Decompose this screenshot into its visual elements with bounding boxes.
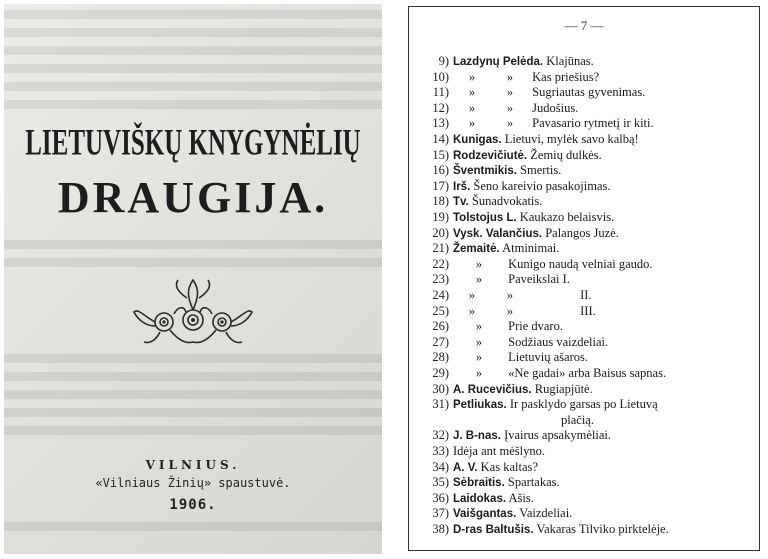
- ditto-mark: »: [475, 350, 483, 365]
- entry-text: [453, 54, 594, 70]
- entry-number: 11): [432, 85, 449, 100]
- entry-number: 33): [432, 444, 449, 458]
- entry-number: 22): [432, 256, 449, 271]
- list-entry: [409, 272, 759, 287]
- list-page: [408, 6, 760, 551]
- entry-text: [453, 288, 592, 303]
- floral-ornament-icon: [130, 276, 256, 348]
- bleed-through-line: [4, 408, 382, 417]
- entry-text: [453, 272, 570, 287]
- entry-number: 38): [432, 522, 449, 536]
- entry-number: 18): [432, 194, 449, 209]
- list-entry: [409, 366, 759, 381]
- bleed-through-line: [4, 82, 382, 91]
- entry-text: [561, 413, 594, 428]
- entry-number: 16): [432, 163, 449, 178]
- bleed-through-line: [4, 372, 382, 381]
- list-entry: [409, 54, 759, 69]
- entry-title: Vakaras Tilviko pirktelėje.: [536, 522, 669, 536]
- entry-text: [453, 350, 588, 365]
- entry-number: 17): [432, 178, 449, 193]
- entry-title: Klajūnas.: [546, 54, 594, 68]
- list-entry: [409, 163, 759, 178]
- ditto-mark: »: [468, 303, 476, 318]
- entry-text: [453, 85, 645, 100]
- list-entry: [409, 475, 759, 490]
- ditto-mark: »: [506, 100, 514, 115]
- entry-number: 10): [432, 69, 449, 84]
- entry-number: 36): [432, 490, 449, 505]
- entry-title: Ir pasklydo garsas po Lietuvą: [509, 397, 658, 412]
- entry-title: Smertis.: [520, 163, 562, 178]
- entry-author: Laidokas.: [453, 492, 507, 505]
- entry-title: Įvairus apsakymėliai.: [504, 428, 611, 443]
- list-entry: [409, 522, 759, 537]
- entry-number: 12): [432, 100, 449, 115]
- entry-text: [453, 210, 614, 226]
- entry-number: 28): [432, 350, 449, 365]
- entry-title: Sugriautas gyvenimas.: [532, 85, 646, 100]
- entry-title: Paveikslai I.: [508, 272, 570, 287]
- entry-number: 23): [432, 272, 449, 287]
- entry-number: 25): [432, 303, 449, 318]
- entry-author: Vaišgantas.: [453, 508, 517, 521]
- entry-number: 30): [432, 381, 449, 396]
- cover-title-line1: LIETUVIŠKŲ KNYGYNĖLIŲ: [25, 123, 361, 164]
- entry-author: Irš.: [453, 180, 471, 193]
- entry-title: «Ne gadai» arba Baisus sapnas.: [508, 366, 667, 380]
- cover-city: VILNIUS.: [145, 458, 241, 472]
- list-entry: [409, 460, 759, 475]
- entry-number: 32): [432, 428, 449, 443]
- ditto-mark: »: [468, 69, 476, 84]
- entry-author: Kunigas.: [453, 134, 502, 146]
- entry-text: [453, 460, 538, 476]
- ditto-mark: »: [506, 69, 514, 84]
- bleed-through-line: [4, 64, 382, 73]
- entry-number: 31): [432, 397, 449, 412]
- entry-text: [453, 179, 611, 195]
- entry-author: D-ras Baltušis.: [453, 524, 534, 536]
- entry-title: Kas kaltas?: [480, 459, 538, 474]
- entry-text: [453, 335, 608, 350]
- entry-text: [453, 132, 639, 148]
- list-entry: [409, 350, 759, 365]
- list-entry: [409, 319, 759, 334]
- page-number: — 7 —: [564, 18, 604, 33]
- ditto-mark: »: [468, 100, 476, 115]
- list-entry: [409, 304, 759, 319]
- entry-author: Šventmikis.: [453, 165, 517, 178]
- entry-title: Lietuvių ašaros.: [508, 350, 588, 365]
- ditto-mark: »: [506, 116, 514, 131]
- entry-title: Rugiapjūtė.: [534, 381, 593, 396]
- list-entry: [409, 382, 759, 397]
- entry-title: Žemių dulkės.: [530, 147, 602, 162]
- entry-title: Šunadvokatis.: [471, 194, 543, 209]
- list-entry: [409, 70, 759, 85]
- list-entry: [409, 132, 759, 147]
- list-entry: [409, 226, 759, 241]
- entry-author: Vysk. Valančius.: [453, 227, 543, 240]
- entry-title: Lietuvi, mylėk savo kalbą!: [504, 132, 639, 146]
- list-entry: [409, 288, 759, 303]
- bleed-through-line: [4, 240, 382, 249]
- entry-number: 29): [432, 366, 449, 380]
- list-entry: [409, 148, 759, 163]
- ditto-mark: »: [468, 85, 476, 100]
- bleed-through-line: [4, 28, 382, 37]
- bleed-through-line: [4, 46, 382, 55]
- ditto-mark: »: [475, 256, 483, 271]
- entry-author: Rodzevičiutė.: [453, 149, 528, 162]
- entry-text: [453, 194, 542, 210]
- list-entry: [409, 257, 759, 272]
- entry-number: 15): [432, 147, 449, 162]
- entry-author: Sėbraitis.: [453, 477, 505, 490]
- bleed-through-line: [4, 426, 382, 435]
- entry-author: A. Rucevičius.: [453, 383, 532, 396]
- entry-text: [453, 522, 669, 538]
- cover-title-line2: DRAUGIJA.: [57, 173, 329, 222]
- entry-title: Atminimai.: [502, 241, 560, 256]
- entry-title: Ašis.: [508, 490, 534, 505]
- entry-author: Lazdynų Pelėda.: [453, 56, 544, 68]
- entry-number: 21): [432, 241, 449, 256]
- entry-title: Idėja ant mėšlyno.: [453, 444, 545, 458]
- bleed-through-line: [4, 258, 382, 267]
- entry-title: Palangos Juzė.: [545, 225, 619, 240]
- entry-title: Kaukazo belaisvis.: [519, 210, 615, 224]
- entry-title: Vaizdeliai.: [519, 506, 573, 521]
- entry-number: 26): [432, 319, 449, 334]
- bleed-through-line: [4, 100, 382, 109]
- ditto-mark: »: [475, 272, 483, 287]
- entry-title: II.: [580, 288, 592, 302]
- entry-author: A. V.: [453, 461, 478, 474]
- entry-text: [453, 428, 611, 444]
- list-entry: [409, 413, 759, 428]
- list-entry: [409, 210, 759, 225]
- cover-year: 1906.: [169, 497, 217, 513]
- entry-text: [453, 366, 666, 381]
- bleed-through-line: [4, 10, 382, 19]
- ditto-mark: »: [468, 116, 476, 131]
- ditto-mark: »: [506, 288, 514, 302]
- entry-text: [453, 444, 545, 459]
- list-entry: [409, 506, 759, 521]
- entry-text: [453, 382, 593, 398]
- bleed-through-line: [4, 354, 382, 363]
- list-entry: [409, 179, 759, 194]
- entry-text: [453, 397, 658, 413]
- ditto-mark: »: [475, 319, 483, 334]
- ditto-mark: »: [468, 288, 476, 302]
- entry-title: Spartakas.: [507, 475, 560, 490]
- entry-text: [453, 241, 559, 257]
- entry-author: J. B-nas.: [453, 430, 501, 443]
- ditto-mark: »: [506, 303, 514, 318]
- entry-number: 13): [432, 116, 449, 131]
- entry-number: 20): [432, 225, 449, 240]
- entry-title: Kas priešius?: [532, 69, 600, 84]
- entry-number: 14): [432, 132, 449, 146]
- entry-text: [453, 506, 572, 522]
- list-entry: [409, 116, 759, 131]
- entry-title: Judošius.: [532, 100, 579, 115]
- bleed-through-line: [4, 390, 382, 399]
- entry-number: 27): [432, 334, 449, 349]
- ditto-mark: »: [475, 334, 483, 349]
- entry-text: [453, 163, 561, 179]
- ditto-mark: »: [475, 366, 483, 380]
- entry-number: 35): [432, 475, 449, 490]
- cover-press: «Vilniaus Žinių» spaustuvė.: [95, 476, 291, 490]
- list-entry: [409, 85, 759, 100]
- entry-title: III.: [580, 303, 596, 318]
- entry-number: 9): [438, 54, 449, 68]
- entry-title: Prie dvaro.: [508, 319, 563, 334]
- list-entry: [409, 444, 759, 459]
- entry-number: 24): [432, 288, 449, 302]
- entry-number: 37): [432, 506, 449, 521]
- ditto-mark: »: [506, 85, 514, 100]
- entry-text: [453, 101, 578, 116]
- entry-author: Žemaitė.: [453, 243, 500, 256]
- entry-number: 19): [432, 210, 449, 224]
- entry-text: [453, 70, 599, 85]
- list-entry: [409, 335, 759, 350]
- list-entry: [409, 194, 759, 209]
- entry-text: [453, 319, 563, 334]
- entry-text: [453, 491, 534, 507]
- entry-title: Pavasario rytmetį ir kiti.: [532, 116, 654, 131]
- bleed-through-line: [4, 522, 382, 531]
- entry-text: [453, 304, 596, 319]
- list-entry: [409, 428, 759, 443]
- entry-text: [453, 226, 619, 242]
- entry-author: Tv.: [453, 196, 469, 209]
- entry-text: [453, 148, 602, 164]
- entry-title: plačią.: [561, 412, 594, 427]
- entry-title: Sodžiaus vaizdeliai.: [508, 334, 609, 349]
- entry-title: Šeno kareivio pasakojimas.: [473, 178, 611, 193]
- list-entry: [409, 241, 759, 256]
- entry-text: [453, 257, 653, 272]
- entry-title: Kunigo naudą velniai gaudo.: [508, 256, 653, 271]
- entry-number: 34): [432, 459, 449, 474]
- list-entry: [409, 101, 759, 116]
- list-entry: [409, 491, 759, 506]
- entry-author: Tolstojus L.: [453, 212, 517, 224]
- entry-text: [453, 116, 654, 131]
- list-entry: [409, 397, 759, 412]
- entry-author: Petliukas.: [453, 399, 507, 412]
- cover-page: [4, 4, 382, 554]
- entry-text: [453, 475, 560, 491]
